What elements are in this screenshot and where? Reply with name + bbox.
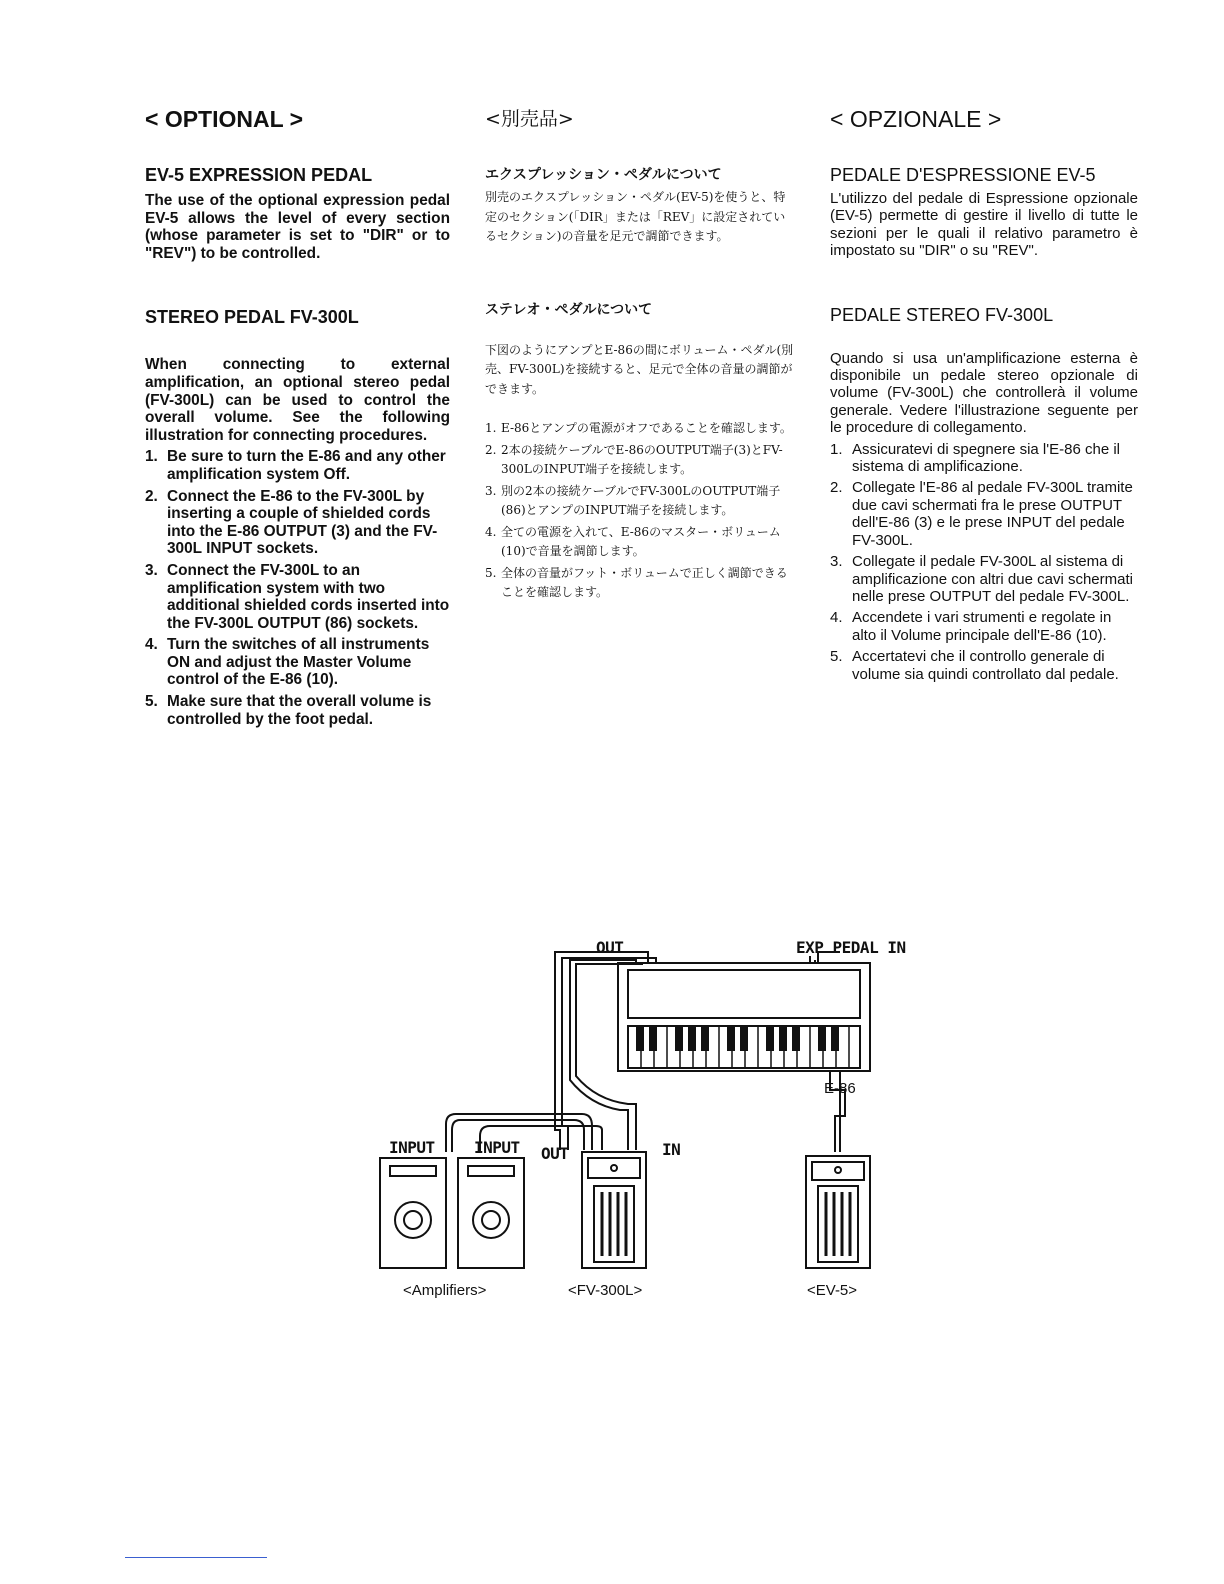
stereo-pedal-heading: STEREO PEDAL FV-300L: [145, 307, 359, 328]
fv300l-caption: <FV-300L>: [568, 1282, 643, 1299]
procedure-step: [485, 564, 797, 603]
step-text: Connect the E-86 to the FV-300L by inserting a couple of shielded cords into the E-86 OUTPUT (3) and the FV-300L INPUT sockets.: [167, 487, 438, 558]
step-text: Make sure that the overall volume is controlled by the foot pedal.: [167, 693, 432, 728]
procedure-step: [485, 482, 797, 521]
step-text: Connect the FV-300L to an amplification system with two additional shielded cords inserted into the FV-300L OUTPUT (86) sockets.: [167, 561, 450, 632]
step-number: 3.: [145, 561, 158, 579]
diagram-drawing: [370, 930, 910, 1320]
ev5-pedal: [806, 1156, 870, 1268]
stereo-pedal-paragraph: When connecting to external amplification, an optional stereo pedal (FV-300L) can be used to control the overall volume. See the following illustration for connecting procedures.: [145, 356, 450, 444]
step-text: 2本の接続ケーブルでE-86のOUTPUT端子(3)とFV-300LのINPUT端子を接続します。: [501, 442, 783, 476]
section-title: < OPTIONAL >: [145, 106, 304, 132]
fv300l-pedal: [582, 1152, 646, 1268]
step-text: Accertatevi che il controllo generale di volume sia quindi controllato dal pedale.: [852, 648, 1119, 683]
procedure-step: [830, 479, 1138, 549]
ev5-heading: EV-5 EXPRESSION PEDAL: [145, 165, 373, 185]
procedure-list: [830, 441, 1138, 683]
stereo-pedal-paragraph: 下図のようにアンプとE-86の間にボリューム・ペダル(別売、FV-300L)を接続すると、足元で全体の音量の調節ができます。: [485, 342, 794, 396]
step-text: 全体の音量がフット・ボリュームで正しく調節できることを確認します。: [501, 565, 788, 599]
step-text: Turn the switches of all instruments ON and adjust the Master Volume control of the E-86 (10).: [167, 636, 430, 689]
procedure-list: [485, 419, 797, 603]
step-number: 5.: [145, 693, 158, 711]
connection-diagram: [370, 930, 910, 1320]
step-number: 2.: [485, 442, 497, 457]
procedure-step: [145, 562, 450, 632]
step-number: 1.: [830, 440, 843, 458]
step-text: Be sure to turn the E-86 and any other amplification system Off.: [167, 448, 446, 483]
step-number: 5.: [485, 565, 497, 580]
procedure-step: [485, 419, 797, 439]
step-text: Accendete i vari strumenti e regolate in alto il Volume principale dell'E-86 (10).: [852, 609, 1112, 644]
step-text: 全ての電源を入れて、E-86のマスター・ボリューム(10)で音量を調節します。: [501, 524, 781, 558]
e86-out-label: OUT: [596, 938, 624, 957]
step-number: 4.: [145, 636, 158, 654]
ev5-heading: エクスプレッション・ペダルについて: [485, 167, 722, 183]
italian-column: [830, 100, 1138, 687]
amp-input-label-1: INPUT: [389, 1138, 435, 1157]
procedure-step: [145, 448, 450, 483]
step-number: 4.: [830, 609, 843, 627]
procedure-step: [145, 636, 450, 689]
procedure-step: [145, 488, 450, 558]
procedure-step: [485, 441, 797, 480]
exp-pedal-in-label: EXP PEDAL IN: [796, 938, 906, 957]
amplifiers-caption: <Amplifiers>: [403, 1282, 487, 1299]
amplifier-left-panel: [390, 1166, 436, 1176]
ev5-heading: PEDALE D'ESPRESSIONE EV-5: [830, 165, 1096, 185]
procedure-step: [830, 648, 1138, 683]
step-number: 4.: [485, 524, 497, 539]
stereo-pedal-heading: ステレオ・ペダルについて: [485, 301, 653, 318]
step-number: 3.: [485, 483, 497, 498]
japanese-column: [485, 100, 797, 605]
section-title: < OPZIONALE >: [830, 106, 1002, 132]
procedure-step: [830, 441, 1138, 476]
step-text: Collegate l'E-86 al pedale FV-300L tramite due cavi schermati fra le prese OUTPUT dell'E-86 (3) e le prese INPUT del pedale FV-300L.: [852, 479, 1133, 549]
amp-input-label-2: INPUT: [474, 1138, 520, 1157]
step-number: 1.: [145, 448, 158, 466]
step-number: 2.: [830, 479, 843, 497]
step-text: E-86とアンプの電源がオフであることを確認します。: [501, 421, 792, 435]
footer-rule: [125, 1557, 267, 1558]
step-text: Assicuratevi di spegnere sia l'E-86 che il sistema di amplificazione.: [852, 440, 1120, 476]
ev5-paragraph: The use of the optional expression pedal EV-5 allows the level of every section (whose parameter is set to "DIR" or to "REV") to be controlled.: [145, 192, 450, 262]
stereo-pedal-heading: PEDALE STEREO FV-300L: [830, 304, 1054, 325]
cable-out-right-inner: [576, 963, 642, 1150]
english-column: [145, 100, 450, 732]
stereo-pedal-paragraph: Quando si usa un'amplificazione esterna è disponibile un pedale stereo opzionale di volume (FV-300L) che controllerà il volume generale. Vedere l'illustrazione seguente per le procedure di collegamento.: [830, 349, 1138, 437]
step-number: 1.: [485, 421, 497, 435]
amplifier-right-speaker: [473, 1202, 509, 1238]
ev5-caption: <EV-5>: [807, 1282, 858, 1299]
step-text: Collegate il pedale FV-300L al sistema di amplificazione con altri due cavi schermati nelle prese OUTPUT del pedale FV-300L.: [852, 553, 1133, 605]
amplifier-right-panel: [468, 1166, 514, 1176]
ev5-paragraph: 別売のエクスプレッション・ペダル(EV-5)を使うと、特定のセクション(「DIR」または「REV」に設定されているセクション)の音量を足元で調節できます。: [485, 190, 786, 243]
section-title: <別売品>: [485, 108, 574, 130]
ev5-paragraph: L'utilizzo del pedale di Espressione opzionale (EV-5) permette di gestire il livello di tutte le sezioni per le quali il relativo parametro è impostato su "DIR" o su "REV".: [830, 190, 1138, 260]
fv300l-pedal-ribs: [602, 1192, 626, 1256]
e86-label: E-86: [824, 1080, 856, 1097]
pedal-in-label: IN: [662, 1140, 681, 1159]
amplifier-left-speaker: [395, 1202, 431, 1238]
step-number: 3.: [830, 553, 843, 571]
ev5-pedal-ribs: [826, 1192, 850, 1256]
procedure-step: [830, 609, 1138, 644]
procedure-step: [145, 693, 450, 728]
e86-control-panel: [628, 970, 860, 1018]
step-number: 5.: [830, 648, 843, 666]
procedure-step: [485, 523, 797, 562]
step-number: 2.: [145, 487, 158, 505]
step-text: 別の2本の接続ケーブルでFV-300LのOUTPUT端子(86)とアンプのINPUT端子を接続します。: [501, 483, 781, 517]
procedure-list: [145, 448, 450, 728]
procedure-step: [830, 553, 1138, 605]
cables: [446, 952, 845, 1152]
pedal-out-label: OUT: [541, 1144, 569, 1163]
